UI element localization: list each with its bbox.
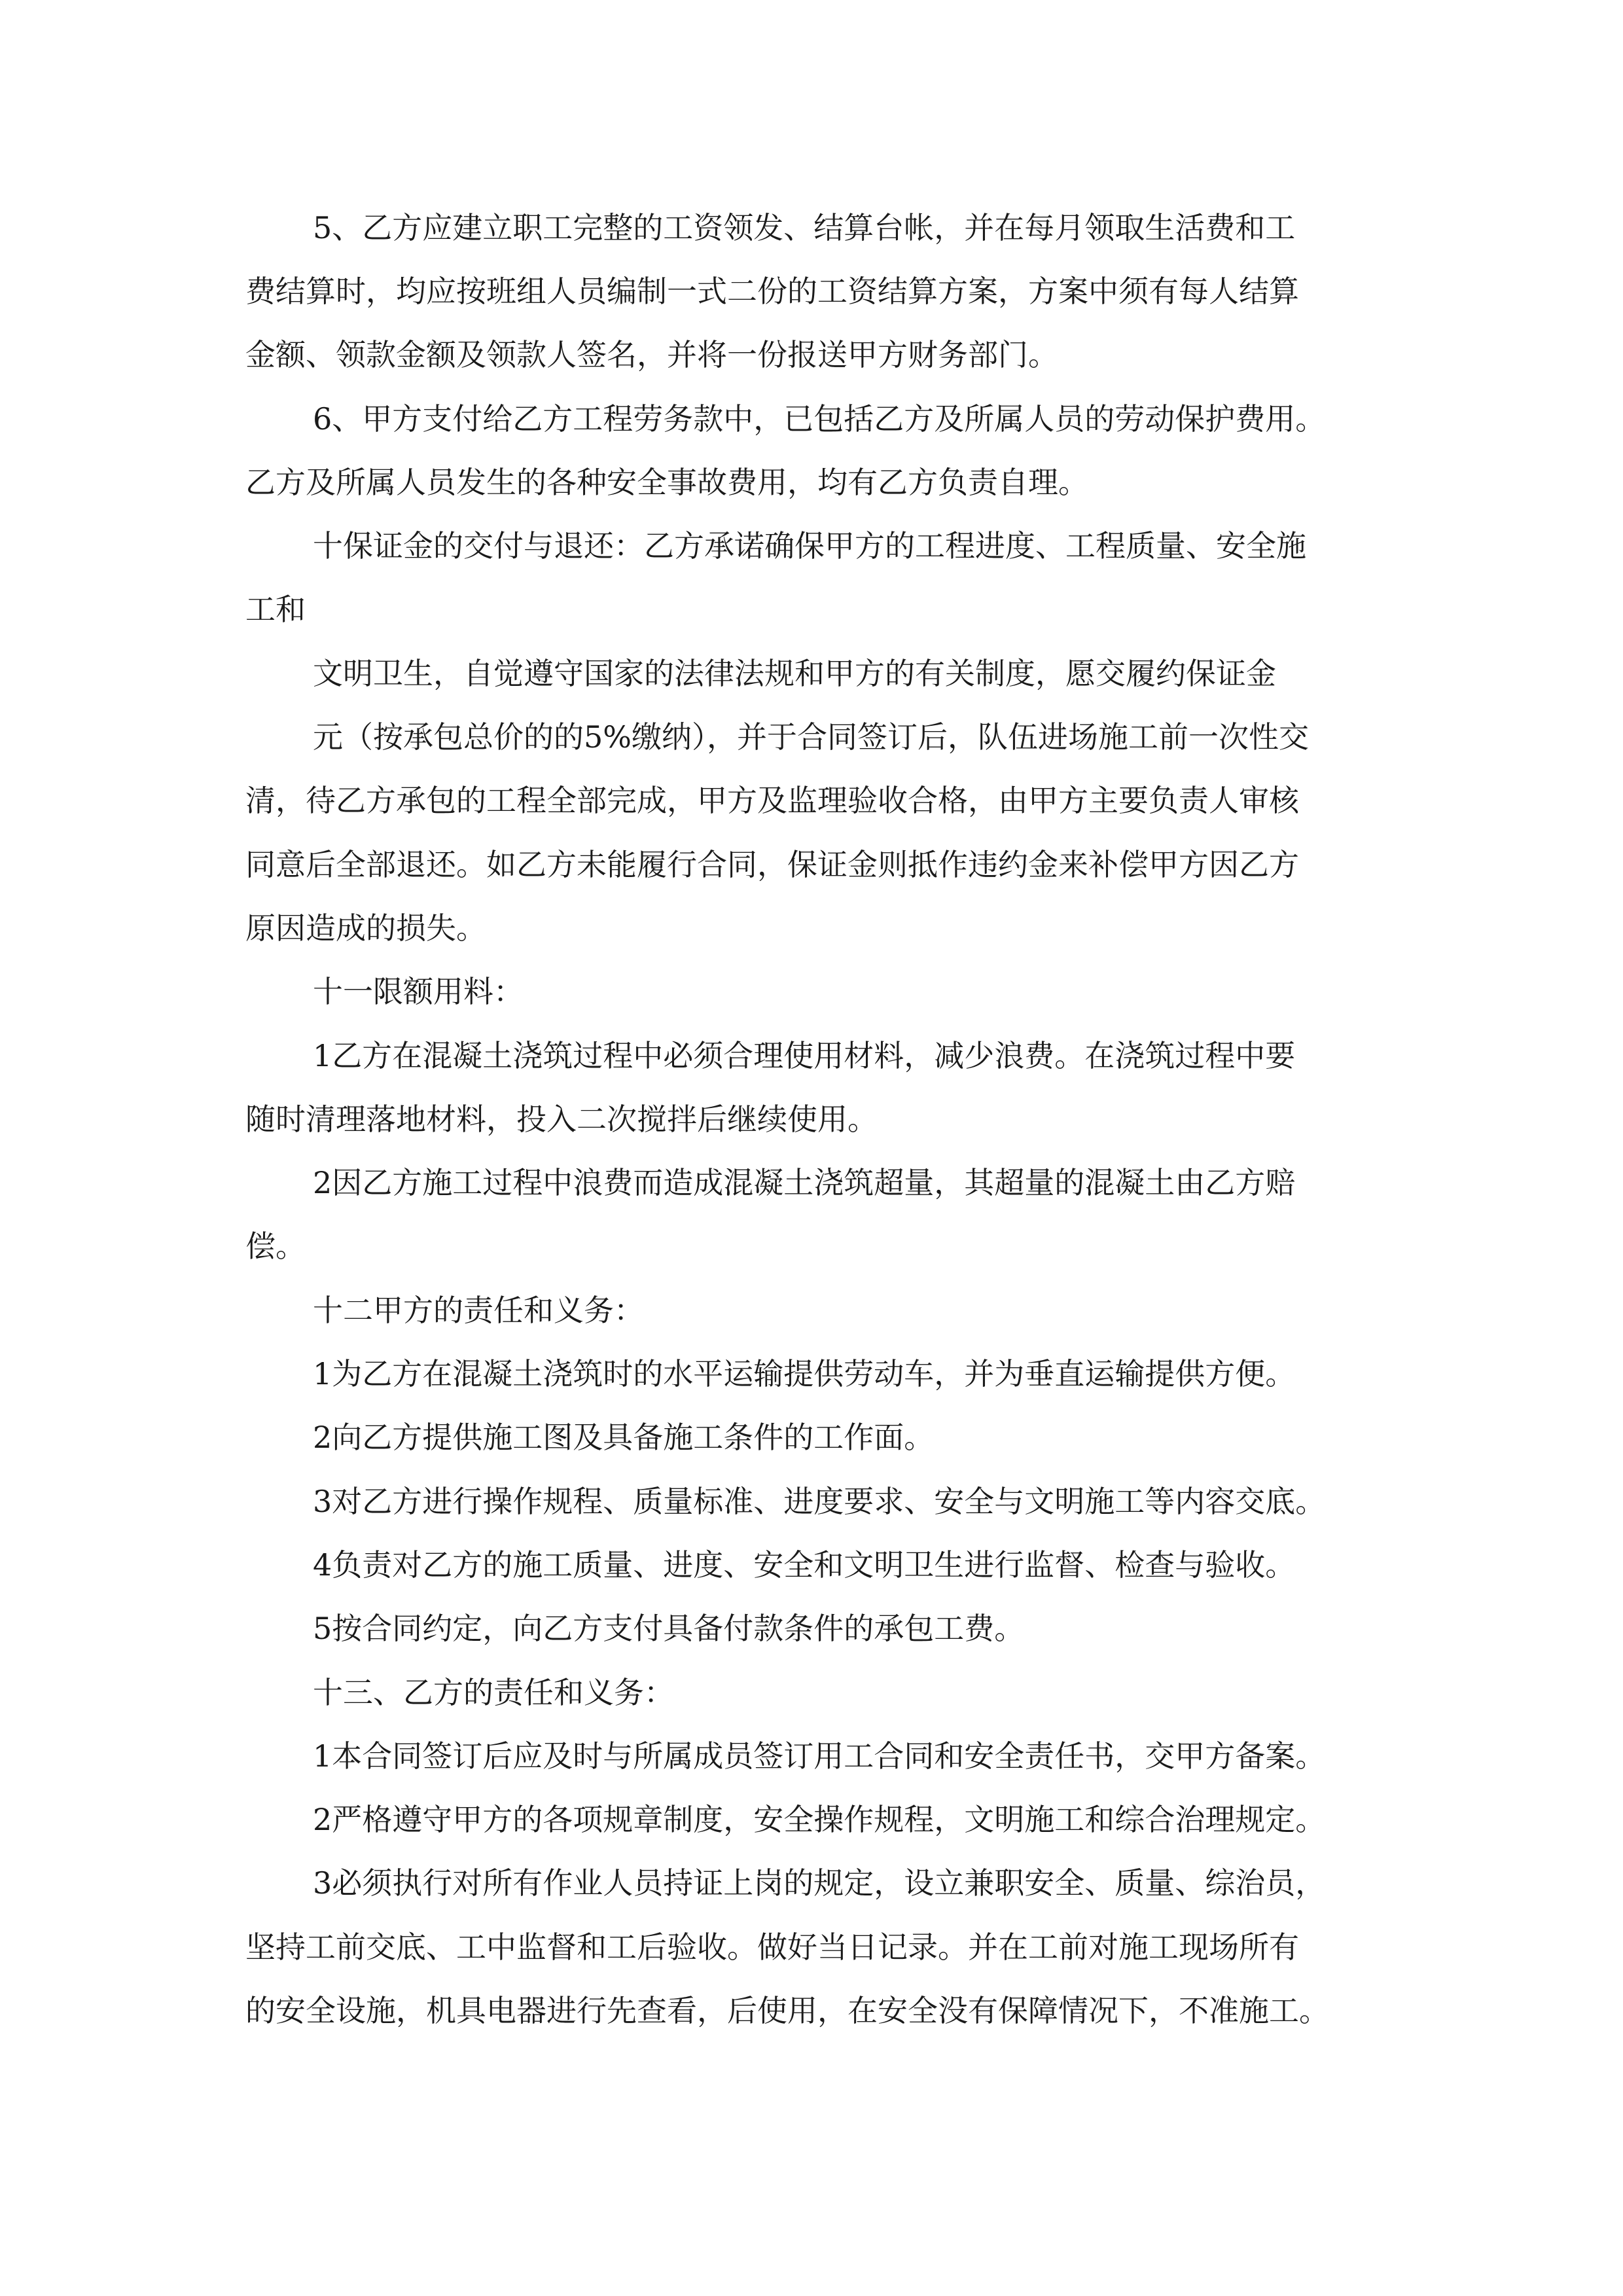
text-line-10: 清，待乙方承包的工程全部完成，甲方及监理验收合格，由甲方主要负责人审核 (245, 783, 1299, 818)
text-line-2: 费结算时，均应按班组人员编制一式二份的工资结算方案，方案中须有每人结算 (245, 274, 1299, 309)
text-line-24: 十三、乙方的责任和义务： (313, 1675, 674, 1710)
text-line-19: 1为乙方在混凝土浇筑时的水平运输提供劳动车，并为垂直运输提供方便。 (313, 1356, 1296, 1391)
text-line-21: 3对乙方进行操作规程、质量标准、进度要求、安全与文明施工等内容交底。 (313, 1484, 1326, 1519)
text-line-16: 2因乙方施工过程中浪费而造成混凝土浇筑超量，其超量的混凝土由乙方赔 (313, 1165, 1296, 1200)
text-line-11: 同意后全部退还。如乙方未能履行合同，保证金则抵作违约金来补偿甲方因乙方 (245, 847, 1299, 882)
text-line-1: 5、乙方应建立职工完整的工资领发、结算台帐，并在每月领取生活费和工 (313, 210, 1296, 245)
text-line-27: 3必须执行对所有作业人员持证上岗的规定，设立兼职安全、质量、综治员， (313, 1865, 1326, 1901)
text-line-15: 随时清理落地材料，投入二次搅拌后继续使用。 (245, 1102, 878, 1137)
text-line-28: 坚持工前交底、工中监督和工后验收。做好当日记录。并在工前对施工现场所有 (245, 1929, 1299, 1965)
text-line-23: 5按合同约定，向乙方支付具备付款条件的承包工费。 (313, 1611, 1025, 1646)
text-line-26: 2严格遵守甲方的各项规章制度，安全操作规程，文明施工和综合治理规定。 (313, 1802, 1326, 1837)
text-line-14: 1乙方在混凝土浇筑过程中必须合理使用材料，减少浪费。在浇筑过程中要 (313, 1038, 1296, 1073)
text-line-22: 4负责对乙方的施工质量、进度、安全和文明卫生进行监督、检查与验收。 (313, 1547, 1296, 1583)
text-line-13: 十一限额用料： (313, 974, 524, 1009)
text-line-5: 乙方及所属人员发生的各种安全事故费用，均有乙方负责自理。 (245, 465, 1088, 500)
text-line-8: 文明卫生，自觉遵守国家的法律法规和甲方的有关制度，愿交履约保证金 (313, 656, 1276, 691)
text-line-29: 的安全设施，机具电器进行先查看，后使用，在安全没有保障情况下，不准施工。 (245, 1993, 1329, 2028)
text-line-20: 2向乙方提供施工图及具备施工条件的工作面。 (313, 1420, 935, 1455)
text-line-18: 十二甲方的责任和义务： (313, 1293, 644, 1328)
text-line-12: 原因造成的损失。 (245, 910, 486, 946)
text-line-9: 元（按承包总价的的5%缴纳），并于合同签订后，队伍进场施工前一次性交 (313, 719, 1309, 755)
text-line-4: 6、甲方支付给乙方工程劳务款中，已包括乙方及所属人员的劳动保护费用。 (313, 401, 1326, 437)
text-line-17: 偿。 (245, 1229, 306, 1264)
text-line-3: 金额、领款金额及领款人签名，并将一份报送甲方财务部门。 (245, 337, 1058, 372)
text-line-6: 十保证金的交付与退还：乙方承诺确保甲方的工程进度、工程质量、安全施 (313, 528, 1306, 564)
text-line-7: 工和 (245, 592, 306, 627)
text-line-25: 1本合同签订后应及时与所属成员签订用工合同和安全责任书，交甲方备案。 (313, 1738, 1326, 1774)
